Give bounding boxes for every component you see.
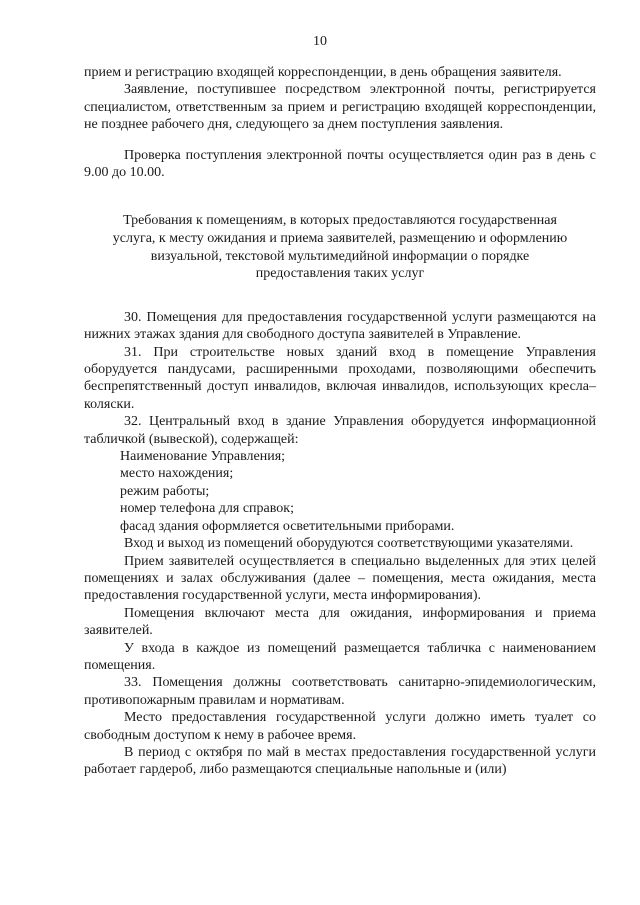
paragraph-email-check: Проверка поступления электронной почты осуществляется один раз в день с 9.00 до 10.00. (84, 147, 596, 181)
paragraph-reception: Прием заявителей осуществляется в специально выделенных для этих целей помещениях и залах обслуживания (далее – помещения, места ожидания, места предоставления государственной услуги, места информирования). (84, 553, 596, 604)
clause-31: 31. При строительстве новых зданий вход в помещение Управления оборудуется пандусами, расширенными проходами, позволяющими обеспечить беспрепятственный доступ инвалидов, включая инвалидов, использующих кресла–коляски. (84, 344, 596, 412)
paragraph-registration-continued: прием и регистрацию входящей корреспонденции, в день обращения заявителя. (84, 65, 562, 80)
clause-33: 33. Помещения должны соответствовать санитарно-эпидемиологическим, противопожарным правилам и нормативам. (84, 675, 596, 708)
list-item: Наименование Управления; (120, 449, 286, 465)
paragraph-toilet: Место предоставления государственной услуги должно иметь туалет со свободным доступом к нему в рабочее время. (84, 710, 596, 743)
document-body (84, 64, 596, 779)
section-heading: Требования к помещениям, в которых предоставляются государственная услуга, к месту ожидания и приема заявителей, размещению и оформлению визуальной, текстовой мультимедийной информации о порядке предоставления таких услуг (112, 213, 568, 282)
paragraph-wardrobe: В период с октября по май в местах предоставления государственной услуги работает гардероб, либо размещаются специальные напольные и (или) (84, 744, 596, 778)
paragraph-premises-include: Помещения включают места для ожидания, информирования и приема заявителей. (84, 605, 596, 639)
list-item: место нахождения; (120, 466, 234, 482)
clause-30: 30. Помещения для предоставления государственной услуги размещаются на нижних этажах здания для свободного доступа заявителей в Управление. (84, 309, 596, 343)
paragraph-room-sign: У входа в каждое из помещений размещается табличка с наименованием помещения. (84, 640, 596, 673)
list-item: фасад здания оформляется осветительными приборами. (120, 518, 455, 534)
page-number: 10 (313, 34, 327, 49)
paragraph-email-registration: Заявление, поступившее посредством электронной почты, регистрируется специалистом, ответственным за прием и регистрацию входящей корреспонденции, не позднее рабочего дня, следующего за днем поступления заявления. (84, 82, 596, 133)
list-item: номер телефона для справок; (120, 501, 294, 517)
clause-32: 32. Центральный вход в здание Управления оборудуется информационной табличкой (вывеской), содержащей: (84, 414, 596, 447)
list-item: режим работы; (120, 483, 210, 499)
paragraph-entry-signs: Вход и выход из помещений оборудуются соответствующими указателями. (124, 536, 574, 552)
